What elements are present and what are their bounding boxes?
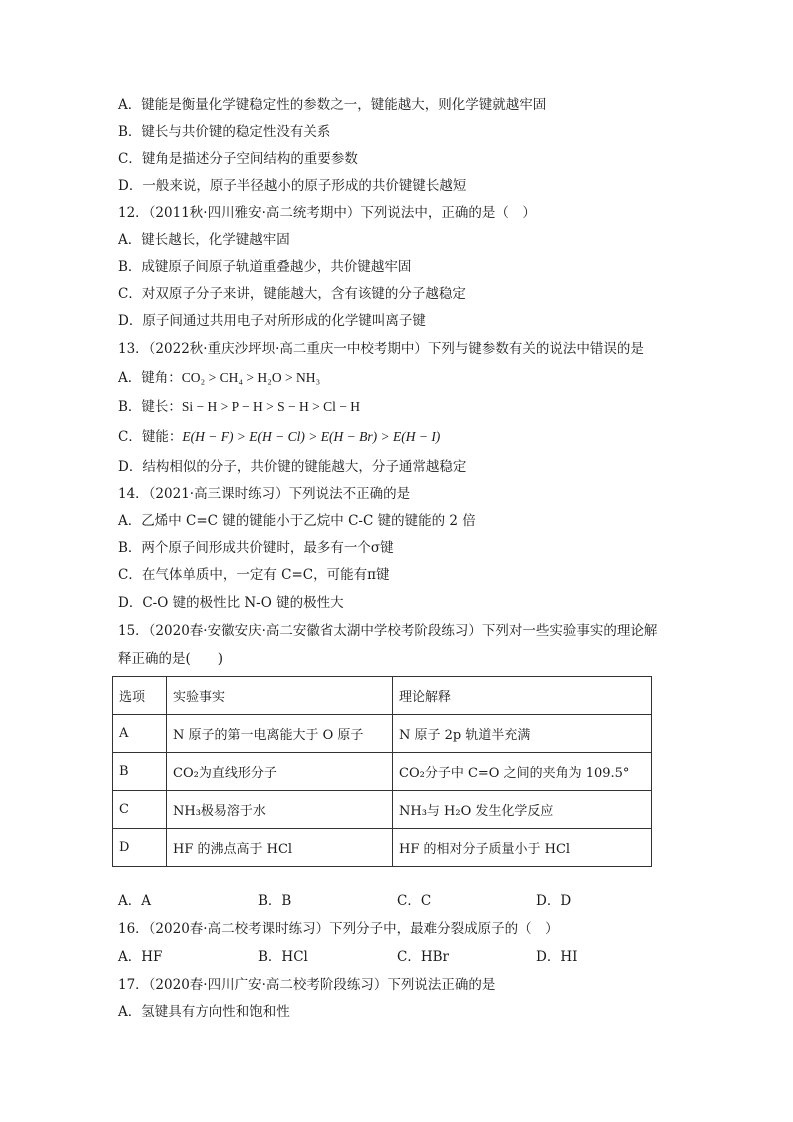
q11-option-d: D．一般来说，原子半径越小的原子形成的共价键键长越短 [118,178,467,194]
table-cell: CO₂分子中 C=O 之间的夹角为 109.5° [393,753,652,791]
q15-option-b: B．B [258,893,292,909]
table-cell: B [113,753,167,791]
q15-option-a: A．A [118,893,151,909]
q16-stem: 16．（2020春·高二校考课时练习）下列分子中，最难分裂成原子的（ ） [118,921,559,937]
table-header-cell: 理论解释 [393,677,652,715]
q16-option-c: C．HBr [397,949,449,965]
q13-option-b [118,398,360,416]
table-header-row [113,677,652,715]
table-cell: NH₃与 H₂O 发生化学反应 [393,791,652,829]
table-cell: A [113,715,167,753]
q13-stem: 13．（2022秋·重庆沙坪坝·高二重庆一中校考期中）下列与键参数有关的说法中错误的是 [118,341,644,357]
table-cell: N 原子 2p 轨道半充满 [393,715,652,753]
q13-option-b-formula: Si − H > P − H > S − H > Cl − H [181,399,360,414]
q15-stem-line2: 释正确的是( ) [118,651,224,667]
table-row [113,715,652,753]
q14-option-b: B．两个原子间形成共价键时，最多有一个σ键 [118,540,394,556]
table-cell: HF 的沸点高于 HCl [167,829,393,867]
q12-option-b: B．成键原子间原子轨道重叠越少，共价键越牢固 [118,259,412,275]
q12-option-d: D．原子间通过共用电子对所形成的化学键叫离子键 [118,313,426,329]
q14-option-d: D．C-O 键的极性比 N-O 键的极性大 [118,595,344,611]
q12-option-a: A．键长越长，化学键越牢固 [118,232,290,248]
table-row [113,753,652,791]
table-cell: NH₃极易溶于水 [167,791,393,829]
q13-option-d: D．结构相似的分子，共价键的键能越大，分子通常越稳定 [118,459,467,475]
q15-stem-line1: 15．（2020春·安徽安庆·高二安徽省太湖中学校考阶段练习）下列对一些实验事实的理论解 [118,623,658,639]
q12-stem: 12．（2011秋·四川雅安·高二统考期中）下列说法中，正确的是（ ） [118,205,536,221]
q14-option-c: C．在气体单质中，一定有 C=C，可能有π键 [118,567,390,583]
table-header-cell: 实验事实 [167,677,393,715]
q13-option-c-prefix: C．键能： [118,429,183,445]
table-header-cell: 选项 [113,677,167,715]
q13-option-a [118,369,320,387]
q14-option-a: A．乙烯中 C=C 键的键能小于乙烷中 C-C 键的键能的 2 倍 [118,513,476,529]
q16-option-a: A．HF [118,949,163,965]
q14-stem: 14．（2021·高三课时练习）下列说法不正确的是 [118,486,411,502]
q17-stem: 17．（2020春·四川广安·高二校考阶段练习）下列说法正确的是 [118,977,496,993]
table-cell: CO₂为直线形分子 [167,753,393,791]
table-cell: C [113,791,167,829]
table-row [113,791,652,829]
q16-option-b: B．HCl [258,949,308,965]
q13-option-c-formula: E(H − F) > E(H − Cl) > E(H − Br) > E(H − I) [182,429,441,444]
q17-option-a: A．氢键具有方向性和饱和性 [118,1004,290,1020]
q15-option-d: D．D [536,893,572,909]
q13-option-c [118,428,440,446]
q16-option-d: D．HI [536,949,578,965]
table-row [113,829,652,867]
q11-option-a: A．键能是衡量化学键稳定性的参数之一，键能越大，则化学键就越牢固 [118,97,547,113]
q13-option-a-prefix: A．键角： [118,370,182,386]
q12-option-c: C．对双原子分子来讲，键能越大，含有该键的分子越稳定 [118,286,466,302]
q11-option-b: B．键长与共价键的稳定性没有关系 [118,124,331,140]
table-cell: D [113,829,167,867]
table-cell: HF 的相对分子质量小于 HCl [393,829,652,867]
table-cell: N 原子的第一电离能大于 O 原子 [167,715,393,753]
q13-option-a-formula: CO₂ > CH₄ > H₂O > NH₃ [181,370,321,385]
q15-option-c: C．C [397,893,432,909]
q11-option-c: C．键角是描述分子空间结构的重要参数 [118,151,358,167]
q13-option-b-prefix: B．键长： [118,399,182,415]
q15-table [112,676,652,867]
